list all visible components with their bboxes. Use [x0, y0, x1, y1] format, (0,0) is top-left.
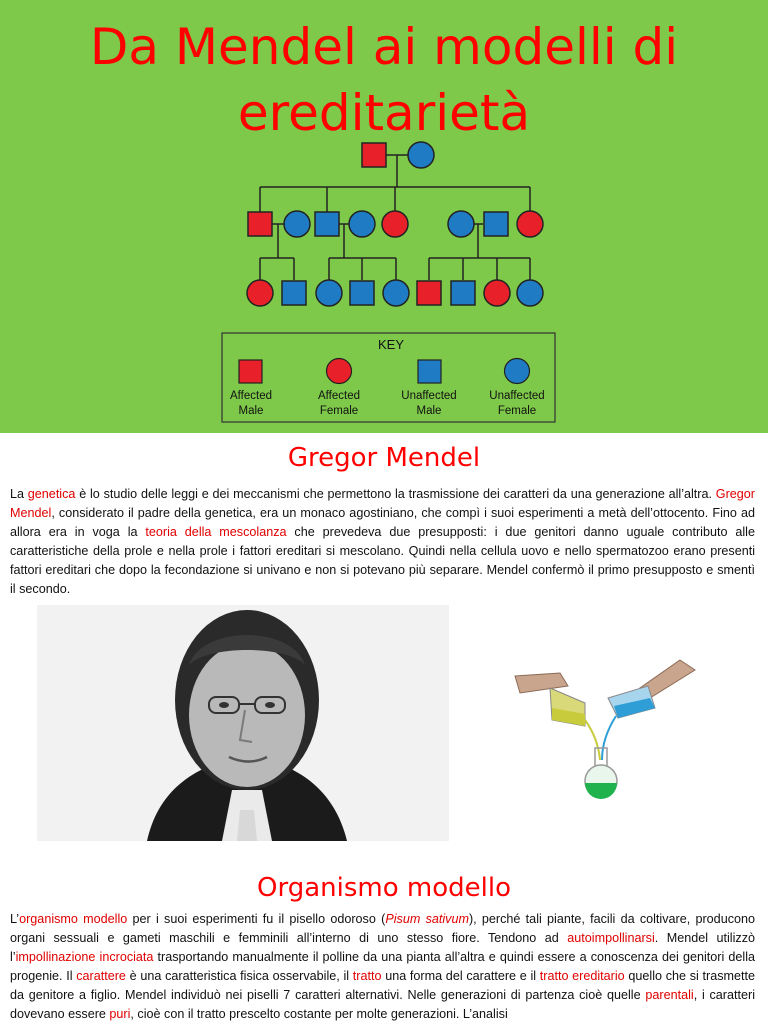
- highlighted-term: puri: [109, 1007, 131, 1021]
- scientific-name: Pisum sativum: [385, 912, 469, 926]
- highlighted-term: genetica: [27, 487, 76, 501]
- text-run: per i suoi esperimenti fu il pisello odoroso (: [127, 912, 386, 926]
- section-heading-organismo-modello: Organismo modello: [257, 873, 511, 903]
- unaffected-male-square: [484, 212, 508, 236]
- highlighted-term: Gregor Mendel: [10, 487, 755, 520]
- key-heading: KEY: [377, 337, 405, 352]
- text-run: L’: [10, 912, 20, 926]
- affected-female-circle: [517, 211, 543, 237]
- text-run: è lo studio delle leggi e dei meccanismi che permettono la trasmissione dei caratteri da una generazione all’altra.: [75, 487, 716, 501]
- highlighted-term: tratto: [352, 969, 382, 983]
- unaffected-female-circle: [349, 211, 375, 237]
- text-run: , considerato il padre della genetica, era un monaco agostiniano, che compì i suoi esperimenti a metà dell’ottocento. Fino ad allora era in voga la: [10, 506, 755, 539]
- text-run: che prevedeva due presupposti: i due genitori danno uguale contributo alle caratteristiche della prole e nella prole i fattori ereditari si mescolano. Quindi nella cellula uovo e nello spermatozoo erano presenti fattori ereditari che dopo la fecondazione si univano e non si potevano più separare. Mendel confermò il primo presupposto e smentì il secondo.: [10, 525, 755, 596]
- gregor-mendel-portrait: [37, 605, 449, 841]
- unaffected-male-square: [282, 281, 306, 305]
- text-run: , cioè con il tratto prescelto costante per molte generazioni. L’analisi: [130, 1007, 508, 1021]
- key-label: Affected: [230, 390, 272, 402]
- affected-male-square: [362, 143, 386, 167]
- pedigree-individuals: [247, 142, 543, 306]
- key-label: Unaffected: [401, 390, 457, 402]
- text-run: quello che si trasmette da genitore a figlio. Mendel individuò nei piselli 7 caratteri alternativi. Nelle generazioni di partenza cioè quelle: [10, 969, 756, 1002]
- unaffected-male-square: [315, 212, 339, 236]
- key-label: Male: [238, 405, 264, 417]
- unaffected-female-circle: [517, 280, 543, 306]
- unaffected-female-circle: [316, 280, 342, 306]
- highlighted-term: tratto ereditario: [539, 969, 625, 983]
- unaffected-female-circle: [284, 211, 310, 237]
- pouring-beakers-illustration: [490, 648, 705, 803]
- unaffected-male-square: [451, 281, 475, 305]
- section-paragraph: [10, 485, 755, 599]
- pedigree-chart: [0, 0, 768, 433]
- text-run: è una caratteristica fisica osservabile, il: [125, 969, 353, 983]
- affected-female-circle: [382, 211, 408, 237]
- key-label: Affected: [318, 390, 360, 402]
- highlighted-term: impollinazione incrociata: [15, 950, 154, 964]
- unaffected-female-circle: [383, 280, 409, 306]
- text-run: una forma del carattere e il: [381, 969, 540, 983]
- unaffected-female-circle: [408, 142, 434, 168]
- unaffected-male-square: [350, 281, 374, 305]
- affected-male-square: [248, 212, 272, 236]
- highlighted-term: parentali: [645, 988, 694, 1002]
- affected-female-circle: [484, 280, 510, 306]
- highlighted-term: organismo modello: [19, 912, 128, 926]
- text-run: La: [10, 487, 28, 501]
- key-label: Female: [497, 405, 537, 417]
- text-run: . Mendel utilizzò l’: [10, 931, 756, 964]
- key-label: Female: [319, 405, 359, 417]
- text-run: ), perché tali piante, facili da coltivare, producono organi sessuali e gameti maschili e femminili all’interno di uno stesso fiore. Tendono ad: [10, 912, 756, 945]
- key-unaffected-male-square: [418, 360, 441, 383]
- key-affected-female-circle: [327, 359, 352, 384]
- key-unaffected-female-circle: [505, 359, 530, 384]
- highlighted-term: autoimpollinarsi: [567, 931, 655, 945]
- text-run: trasportando manualmente il polline da una pianta all’altra e quindi essere a conoscenza dei genitori della progenie. Il: [10, 950, 755, 983]
- key-affected-male-square: [239, 360, 262, 383]
- affected-female-circle: [247, 280, 273, 306]
- affected-male-square: [417, 281, 441, 305]
- highlighted-term: teoria della mescolanza: [145, 525, 287, 539]
- pedigree-key: [222, 333, 555, 422]
- key-label: Male: [416, 405, 442, 417]
- unaffected-female-circle: [448, 211, 474, 237]
- text-run: , i caratteri dovevano essere: [10, 988, 755, 1021]
- highlighted-term: carattere: [76, 969, 126, 983]
- section-paragraph: [10, 910, 755, 1024]
- key-label: Unaffected: [489, 390, 545, 402]
- page-title: Da Mendel ai modelli di ereditarietà: [89, 18, 679, 142]
- section-heading-gregor-mendel: Gregor Mendel: [287, 443, 481, 473]
